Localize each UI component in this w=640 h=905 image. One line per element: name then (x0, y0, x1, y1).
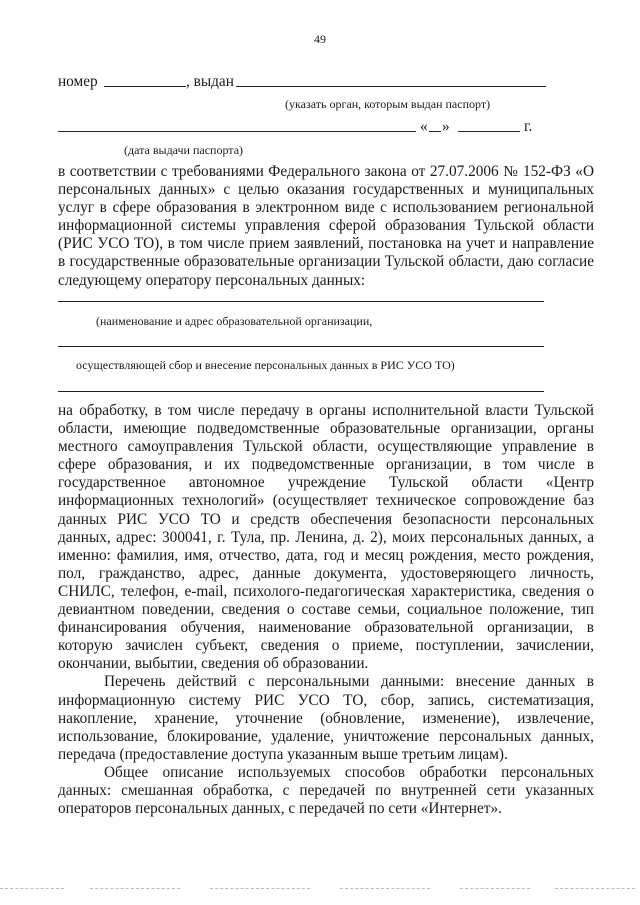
scan-artifact-line (90, 888, 180, 889)
operator-address-field[interactable] (58, 346, 544, 347)
date-quote-open: « (420, 118, 428, 135)
consent-paragraph (58, 163, 594, 290)
scan-artifact-line (340, 888, 430, 889)
date-month-field[interactable] (458, 131, 520, 132)
date-quote-close: » (442, 118, 450, 135)
processing-text: на обработку, в том числе передачу в органы исполнительной власти Тульской области, имеющие подведомственные образовательные организации, органы местного самоуправления Тульской области, осуществляющие управление в сфере образования, и их подведомственные организации, в том числе в государственное автономное учреждение Тульской области «Центр информационных технологий» (осуществляет техническое сопровождение баз данных РИС УСО ТО и средств обеспечения безопасности персональных данных, адрес: 300041, г. Тула, пр. Ленина, д. 2), моих персональных данных, а именно: фамилия, имя, отчество, дата, год и месяц рождения, место рождения, пол, гражданство, адрес, данные документа, удостоверяющего личность, СНИЛС, телефон, e-mail, психолого-педагогическая характеристика, сведения о девиантном поведении, сведения о составе семьи, социальное положение, тип финансирования обучения, наименование образовательной организации, в которую зачислен субъект, сведения о приеме, поступлении, зачислении, окончании, выбытии, сведения об образовании. (58, 402, 594, 673)
consent-text: в соответствии с требованиями Федерального закона от 27.07.2006 № 152-ФЗ «О персональных данных» с целью оказания государственных и муниципальных услуг в сфере образования в электронном виде с использованием региональной информационной системы управления сферой образования Тульской области (РИС УСО ТО), в том числе прием заявлений, постановка на учет и направление в государственные образовательные организации Тульской области, даю согласие следующему оператору персональных данных: (58, 163, 594, 289)
processing-methods-text: Общее описание используемых способов обработки персональных данных: смешанная обработка, с передачей по внутренней сети указанных операторов персональных данных, с передачей по сети «Интернет». (58, 763, 594, 818)
year-suffix: г. (524, 118, 533, 135)
scan-artifact-line (210, 888, 310, 889)
vydan-label: , выдан (186, 73, 234, 90)
date-day-field[interactable] (429, 131, 441, 132)
scan-artifact-line (460, 888, 530, 889)
operator-name-field[interactable] (58, 301, 544, 302)
page-number: 49 (314, 32, 326, 46)
vydan-field[interactable] (236, 86, 546, 87)
operator-extra-field[interactable] (58, 391, 544, 392)
scan-artifact-line (0, 888, 64, 889)
nomer-field[interactable] (104, 86, 186, 87)
scan-artifact-line (555, 888, 635, 889)
operator-caption-1: (наименование и адрес образовательной организации, (96, 314, 373, 328)
processing-paragraphs (58, 402, 594, 818)
nomer-label: номер (58, 73, 98, 90)
operator-caption-2: осуществляющей сбор и внесение персональных данных в РИС УСО ТО) (76, 358, 455, 372)
date-caption: (дата выдачи паспорта) (124, 143, 244, 157)
organ-name-field[interactable] (58, 131, 416, 132)
organ-caption: (указать орган, которым выдан паспорт) (285, 97, 491, 111)
actions-list-text: Перечень действий с персональными данными: внесение данных в информационную систему РИС УСО ТО, сбор, запись, систематизация, накопление, хранение, уточнение (обновление, изменение), извлечение, использование, блокирование, удаление, уничтожение персональных данных, передача (предоставление доступа указанным выше третьим лицам). (58, 673, 594, 763)
